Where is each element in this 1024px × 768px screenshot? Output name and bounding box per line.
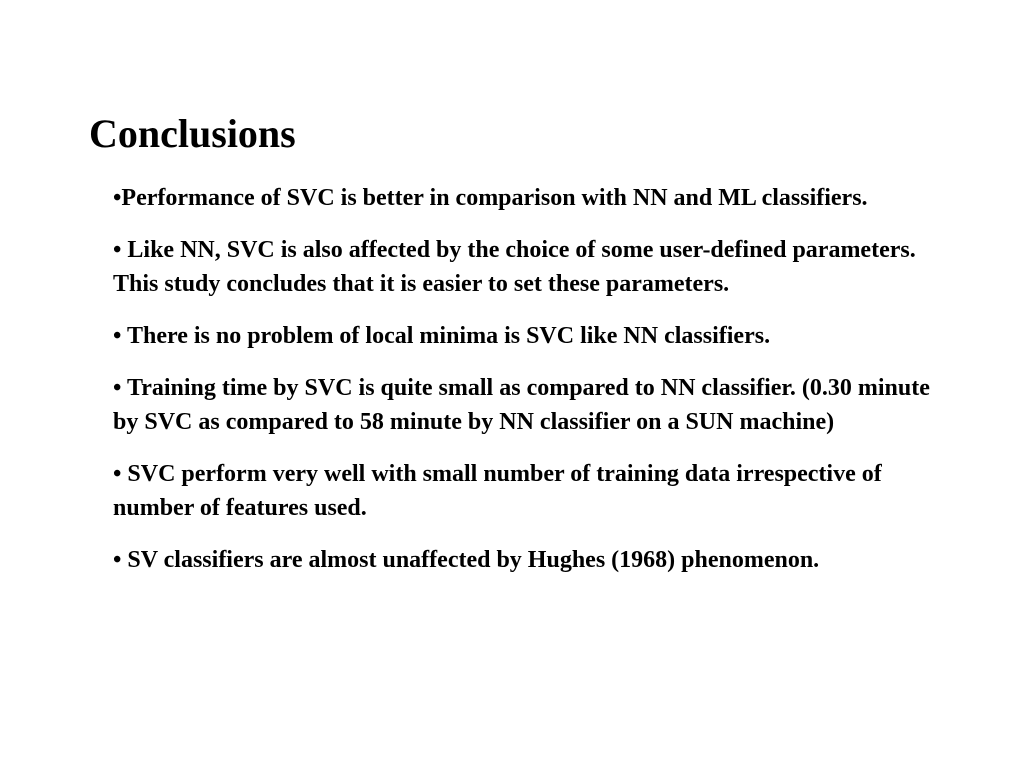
bullet-item: • SV classifiers are almost unaffected by Hughes (1968) phenomenon. [113,547,820,573]
bullet-item: • Like NN, SVC is also affected by the choice of some user-defined parameters. This study concludes that it is easier to set these parameters. [113,237,916,297]
bullet-item: • SVC perform very well with small number of training data irrespective of number of features used. [113,461,882,521]
slide-title: Conclusions [89,111,296,156]
bullet-item: •Performance of SVC is better in comparison with NN and ML classifiers. [113,185,868,211]
bullet-list [113,181,933,595]
bullet-item: • Training time by SVC is quite small as compared to NN classifier. (0.30 minute by SVC as compared to 58 minute by NN classifier on a SUN machine) [113,375,930,435]
bullet-item: • There is no problem of local minima is SVC like NN classifiers. [113,323,771,349]
